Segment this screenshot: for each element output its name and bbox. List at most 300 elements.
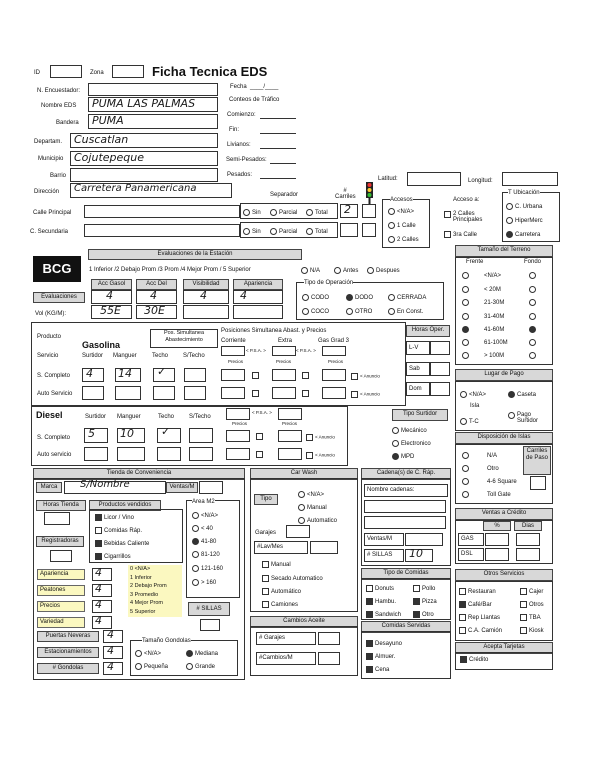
gas-techo-label: Techo [152, 353, 169, 359]
carriles-principal-value: 2 [344, 203, 351, 216]
serv-cajer[interactable]: Cajer [520, 588, 543, 595]
calle-principal-field[interactable] [84, 205, 240, 218]
prod-licor[interactable]: Licor / Vino [95, 514, 134, 521]
cambios-mes-field[interactable] [318, 652, 340, 665]
op-en-const[interactable]: En Const. [388, 308, 423, 315]
pos-sim-precios-label: Posiciones Simultanea Abast. y Precios [221, 328, 327, 334]
gas-techo-check: ✓ [157, 365, 167, 378]
terreno-na[interactable]: <N/A> [462, 272, 501, 279]
precios-label: Precios [37, 601, 85, 612]
credito-pct-label: % [483, 521, 511, 531]
dsl-pos-1[interactable] [226, 408, 250, 420]
tam-mediana[interactable]: Mediana [186, 650, 218, 657]
serv-restauran[interactable]: Restauran [459, 588, 496, 595]
gas-as-manguer[interactable] [115, 386, 141, 400]
tarjetas-header: Acepta Tarjetas [455, 642, 553, 654]
frente-label: Frente [466, 259, 484, 265]
nombre-label: Nombre EDS [41, 103, 77, 109]
credito-dsl-dias[interactable] [516, 548, 540, 561]
apariencia-value: 4 [95, 566, 102, 579]
tam-gondolas-panel [130, 640, 238, 676]
carwash-garajes-field[interactable] [286, 525, 310, 538]
carriles-secundaria-field[interactable] [340, 223, 358, 237]
barrio-label: Barrio [50, 173, 67, 179]
horas-dom-label: Dom [406, 382, 430, 396]
horas-tienda-label: Horas Tienda [36, 500, 86, 511]
gas-as-chk-1[interactable] [252, 390, 259, 397]
surtidor-mpd[interactable]: MPD [392, 453, 414, 460]
fondo-20[interactable] [529, 286, 536, 293]
area-121-160[interactable]: 121-160 [192, 565, 223, 572]
vol-dsl-value: 30E [144, 304, 165, 317]
serv-ca-camion[interactable]: C.A. Camión [459, 627, 502, 634]
semipesados-label: Semi-Pesados: [226, 157, 267, 163]
tam-pequena[interactable]: Pequeña [135, 663, 168, 670]
cadena-ventas-field[interactable] [405, 533, 443, 546]
serv-cafe[interactable]: Café/Bar [459, 601, 492, 608]
terreno-41-60[interactable]: 41-60M [462, 326, 504, 333]
gas-sc-chk-3[interactable]: < Anuncio [351, 373, 380, 380]
comidas-servidas-header: Comidas Servidas [361, 621, 451, 633]
livianos-label: Livianos: [227, 142, 251, 148]
cambios-garajes-field[interactable] [318, 632, 340, 645]
eval-apariencia-value: 4 [240, 289, 247, 302]
fecha-field[interactable]: ____/____ [250, 84, 279, 90]
dsl-sc-surtidor-value: 5 [88, 427, 95, 440]
carriles-label: # Carriles [335, 188, 356, 200]
gas-as-techo[interactable] [153, 386, 175, 400]
credito-dias-label: Dias [514, 521, 542, 531]
encuestador-field[interactable] [88, 83, 218, 96]
dsl-as-manguer[interactable] [117, 447, 145, 461]
fin-field[interactable] [260, 133, 296, 134]
gas-as-extra[interactable] [272, 387, 296, 399]
precios-value: 4 [95, 598, 102, 611]
ubicacion-carretera[interactable]: Carretera [506, 231, 540, 238]
gas-autoservicio-label: Auto Servicio [37, 391, 73, 397]
terreno-31-40[interactable]: 31-40M [462, 313, 504, 320]
credito-gas-pct[interactable] [485, 533, 509, 546]
producto-label: Producto [37, 334, 62, 340]
estacionamientos-value: 4 [107, 644, 114, 657]
cw-manual[interactable]: Manual [262, 561, 291, 568]
servicios-header: Otros Servicios [455, 569, 553, 581]
dsl-pos-2[interactable] [278, 408, 302, 420]
cambios-mes-label: #Cambios/M [256, 652, 316, 665]
prod-cigarrillos[interactable]: Cigarrillos [95, 553, 131, 560]
gas-sc-gasgrad3[interactable] [322, 369, 346, 381]
longitud-label: Longitud: [468, 178, 493, 184]
eval-despues[interactable]: Despues [367, 267, 400, 274]
gas-manguer-label: Manguer [113, 353, 137, 359]
gas-stecho-label: S/Techo [183, 353, 205, 359]
tipo-operacion-label: Tipo de Operación [304, 280, 354, 286]
comienzo-field[interactable] [260, 118, 296, 119]
comida-otro[interactable]: Otro [413, 611, 434, 618]
pos-extra-1[interactable] [272, 346, 296, 356]
registradoras-field[interactable] [50, 550, 72, 562]
tienda-header: Tienda de Conveniencia [33, 468, 245, 480]
dsl-as-stecho[interactable] [189, 447, 213, 461]
tam-gondolas-label: Tamaño Gondolas [142, 638, 191, 644]
peatones-value: 4 [95, 582, 102, 595]
escala-legend: 0 <N/A> 1 Inferior 2 Debajo Prom 3 Promedio 4 Mejor Prom 5 Superior [128, 565, 182, 617]
dsl-as-pos-1[interactable] [226, 448, 250, 460]
livianos-field[interactable] [260, 148, 296, 149]
departam-value: Cuscatlan [74, 133, 129, 146]
area-na[interactable]: <N/A> [192, 512, 218, 519]
eval-acc-gasol-value: 4 [106, 289, 113, 302]
dsl-as-techo[interactable] [157, 447, 181, 461]
bandera-value: PUMA [92, 114, 124, 127]
direccion-label: Dirección [34, 189, 60, 195]
pos-corriente-1[interactable] [221, 346, 245, 356]
dsl-as-pos-2[interactable] [278, 448, 302, 460]
gas-sc-corriente[interactable] [221, 369, 245, 381]
pos-gasgrad3-1[interactable] [322, 346, 346, 356]
op-otro[interactable]: OTRO [346, 308, 372, 315]
registradoras-label: Registradoras [36, 536, 84, 547]
horas-sab-field[interactable] [430, 362, 450, 376]
bandera-label: Bandera [56, 120, 79, 126]
psa-1: < P.S.A. > [246, 348, 266, 353]
pago-caseta[interactable]: Caseta [508, 391, 536, 398]
credito-dsl-pct[interactable] [485, 548, 509, 561]
islas-header: Disposición de Islas [455, 432, 553, 444]
cw-automatico[interactable]: Automático [262, 588, 301, 595]
horas-dom-field[interactable] [430, 382, 450, 396]
eval-acc-del-value: 4 [150, 289, 157, 302]
latitud-label: Latitud: [378, 176, 398, 182]
horas-sab-label: Sab [406, 362, 430, 376]
carwash-garajes-label: Garajes [255, 530, 277, 536]
encuestador-label: N. Encuestador: [37, 88, 81, 94]
id-label: ID [34, 70, 40, 76]
departam-label: Departam. [34, 139, 63, 145]
gas-sc-chk-2[interactable] [302, 372, 309, 379]
fondo-100[interactable] [529, 352, 536, 359]
comida-pollo[interactable]: Pollo [413, 585, 435, 592]
islas-otro[interactable]: Otro [462, 465, 499, 472]
gas-sc-chk-1[interactable] [252, 372, 259, 379]
acceso-3ra-calle[interactable]: 3ra Calle [444, 231, 477, 238]
gas-surtidor-label: Surtidor [82, 353, 104, 359]
bcg-logo: BCG [33, 256, 81, 282]
cambios-header: Cambios Aceite [250, 616, 358, 628]
gondolas-label: # Gondolas [37, 663, 99, 674]
sin-principal[interactable]: Sin [243, 209, 261, 216]
cadena-sillas-label: # SILLAS [364, 549, 404, 562]
carriles-principal-extra[interactable] [362, 204, 376, 218]
separador-label: Separador [270, 192, 299, 198]
cadena-nombre-label: Nombre cadenas: [364, 484, 448, 497]
dsl-techo-check: ✓ [161, 425, 171, 438]
dsl-precios-2: Precios [282, 421, 298, 426]
credito-header: Ventas a Crédito [455, 508, 553, 520]
prod-bebidas[interactable]: Bebidas Caliente [95, 540, 149, 547]
dsl-sc-pos-2[interactable] [278, 430, 302, 442]
tienda-sillas-label: # SILLAS [188, 602, 230, 616]
cadena-sillas-value: 10 [409, 547, 423, 560]
total-secundaria[interactable]: Total [306, 228, 328, 235]
area-40[interactable]: < 40 [192, 525, 213, 532]
terreno-21-30[interactable]: 21-30M [462, 299, 504, 306]
ubicacion-urbana[interactable]: C. Urbana [506, 203, 542, 210]
parcial-principal[interactable]: Parcial [270, 209, 297, 216]
gas-as-chk-3[interactable]: < Anuncio [351, 391, 380, 398]
gas-scompleto-manguer-value: 14 [118, 367, 132, 380]
islas-toll[interactable]: Toll Gate [462, 491, 511, 498]
fondo-61-100[interactable] [529, 339, 536, 346]
carwash-na[interactable]: <N/A> [298, 491, 324, 498]
carwash-header: Car Wash [250, 468, 358, 480]
parcial-secundaria[interactable]: Parcial [270, 228, 297, 235]
estacionamientos-label: Estacionamientos [37, 647, 99, 658]
surtidor-mecanico[interactable]: Mecánico [392, 427, 427, 434]
credito-dsl-label: DSL [458, 548, 484, 561]
puertas-neveras-value: 4 [107, 628, 114, 641]
tam-na[interactable]: <N/A> [135, 650, 161, 657]
ventas-m-field[interactable] [199, 481, 223, 494]
eval-na[interactable]: N/A [301, 267, 320, 274]
eval-visibilidad-value: 4 [200, 289, 207, 302]
variedad-label: Variedad [37, 617, 85, 628]
serv-rep-llantas[interactable]: Rep Llantas [459, 614, 500, 621]
servida-cena[interactable]: Cena [366, 666, 389, 673]
dsl-techo-label: Techo [158, 414, 175, 420]
cadena-header: Cadena(s) de C. Ráp. [361, 468, 451, 480]
pago-isla[interactable]: Isla [470, 403, 480, 409]
serv-kiosk[interactable]: Kiosk [520, 627, 544, 634]
carwash-automatico[interactable]: Automatico [298, 517, 337, 524]
direccion-value: Carretera Panamericana [74, 183, 197, 194]
comida-pizza[interactable]: Pizza [413, 598, 437, 605]
ubicacion-label: T Ubicación [508, 190, 540, 196]
apariencia-label: Apariencia [37, 569, 85, 580]
carriles-secundaria-extra[interactable] [362, 223, 376, 237]
dsl-psa: < P.S.A. > [252, 410, 272, 415]
evaluaciones-header: Evaluaciones de la Estación [88, 249, 302, 260]
op-codo[interactable]: CODO [302, 294, 329, 301]
comida-sandwich[interactable]: Sandwich [366, 611, 401, 618]
terreno-100[interactable]: > 100M [462, 352, 504, 359]
municipio-value: Cojutepeque [74, 151, 144, 164]
fin-label: Fin: [229, 127, 240, 133]
municipio-label: Municipio [38, 156, 64, 162]
evaluaciones-scale: 1 Inferior /2 Debajo Prom /3 Prom /4 Mejor Prom / 5 Superior [89, 267, 251, 273]
surtidor-electronico[interactable]: Electronico [392, 440, 431, 447]
eval-antes[interactable]: Antes [334, 267, 358, 274]
tipo-surtidor-header: Tipo Surtidor [392, 409, 448, 421]
conteos-label: Conteos de Tráfico [229, 97, 280, 103]
col-visibilidad: Visibilidad [183, 279, 229, 290]
barrio-field[interactable] [70, 168, 218, 182]
dsl-stecho-label: S/Techo [189, 414, 211, 420]
accesos-label: Accesos [390, 197, 413, 203]
cambios-garajes-label: # Garajes [256, 632, 316, 645]
total-principal[interactable]: Total [306, 209, 328, 216]
cw-secado[interactable]: Secado Automatico [262, 575, 323, 582]
precios-1: Precios [228, 359, 244, 364]
comida-donuts[interactable]: Donuts [366, 585, 394, 592]
prod-comidas[interactable]: Comidas Ráp. [95, 527, 142, 534]
puertas-neveras-label: Puertas Neveras [37, 631, 99, 642]
gas-sc-extra[interactable] [272, 369, 296, 381]
dsl-sc-chk-2[interactable]: < Anuncio [306, 434, 335, 441]
horas-lv-field[interactable] [430, 341, 450, 355]
variedad-value: 4 [95, 614, 102, 627]
gas-scompleto-label: S. Completo [37, 373, 71, 379]
accesos-2calles[interactable]: 2 Calles [388, 236, 419, 243]
cadena-ventas-label: Ventas/M [364, 533, 404, 546]
zona-field[interactable] [112, 65, 144, 78]
accesos-na[interactable]: <N/A> [388, 208, 414, 215]
gas-as-gasgrad3[interactable] [322, 387, 346, 399]
precios-2: Precios [276, 359, 292, 364]
servida-desayuno[interactable]: Desayuno [366, 640, 402, 647]
carwash-manual[interactable]: Manual [298, 504, 327, 511]
dsl-manguer-label: Manguer [117, 414, 141, 420]
fondo-label: Fondo [524, 259, 542, 265]
gas-as-surtidor[interactable] [82, 386, 104, 400]
dsl-sc-chk-1[interactable] [256, 433, 263, 440]
sin-secundaria[interactable]: Sin [243, 228, 261, 235]
dsl-sc-pos-1[interactable] [226, 430, 250, 442]
marca-value: S/Nombre [80, 479, 130, 490]
dsl-as-chk-2[interactable]: < Anuncio [306, 452, 335, 459]
horas-oper-header: Horas Oper. [406, 325, 450, 337]
servida-almuer[interactable]: Almuer. [366, 653, 395, 660]
nombre-value: PUMA LAS PALMAS [92, 97, 196, 110]
gasolina-title: Gasolina [82, 340, 121, 350]
area-41-80[interactable]: 41-80 [192, 538, 216, 545]
credito-gas-label: GAS [458, 533, 484, 546]
pesados-label: Pesados: [227, 172, 253, 178]
horas-lv-label: L-V [406, 341, 430, 355]
ubicacion-hipermerc[interactable]: HiperMerc [506, 217, 543, 224]
pesados-field[interactable] [260, 178, 296, 179]
latitud-field[interactable] [407, 172, 461, 186]
acceso-2calles-principales[interactable]: 2 Calles Principales [444, 211, 483, 223]
gasgrad3-label: Gas Grad 3 [318, 338, 350, 344]
fondo-21-30[interactable] [529, 299, 536, 306]
calle-principal-label: Calle Principal [33, 210, 72, 216]
carwash-tipo-label: Tipo [254, 494, 278, 505]
terreno-61-100[interactable]: 61-100M [462, 339, 508, 346]
area-81-120[interactable]: 81-120 [192, 551, 220, 558]
pago-tc[interactable]: T-C [460, 418, 479, 425]
acceso-a-label: Acceso a: [453, 197, 480, 203]
credito-gas-dias[interactable] [516, 533, 540, 546]
dsl-as-chk-1[interactable] [256, 451, 263, 458]
gas-as-stecho[interactable] [184, 386, 206, 400]
terreno-20[interactable]: < 20M [462, 286, 501, 293]
horas-tienda-field[interactable] [44, 512, 70, 525]
precios-3: Precios [328, 359, 344, 364]
fondo-na[interactable] [529, 272, 536, 279]
area-160[interactable]: > 160 [192, 579, 216, 586]
form-title: Ficha Tecnica EDS [152, 64, 268, 79]
tipo-comidas-header: Tipo de Comidas [361, 568, 451, 580]
fondo-31-40[interactable] [529, 313, 536, 320]
tarjetas-credito[interactable]: Crédito [460, 656, 488, 663]
servicio-label: Servicio [37, 353, 59, 359]
serv-otros[interactable]: Otros [520, 601, 544, 608]
corriente-label: Corriente [221, 338, 246, 344]
vol-extra2-field[interactable] [233, 305, 283, 319]
gas-as-corriente[interactable] [221, 387, 245, 399]
comida-hambu[interactable]: Hambu. [366, 598, 396, 605]
longitud-field[interactable] [502, 172, 558, 186]
vol-extra-field[interactable] [183, 305, 229, 319]
cadena-nombre-field-1[interactable] [364, 500, 446, 513]
col-apariencia: Apariencia [233, 279, 283, 290]
carriles-paso-label: Carriles de Paso [523, 446, 551, 475]
ventas-m-label: Ventas/M [166, 482, 198, 493]
lav-mes-label: #Lav/Mes [254, 541, 308, 554]
productos-label: Productos vendidos [89, 500, 161, 511]
diesel-title: Diesel [36, 410, 63, 420]
dsl-sc-manguer-value: 10 [120, 427, 134, 440]
gas-as-chk-2[interactable] [302, 390, 309, 397]
op-cerrada[interactable]: CERRADA [388, 294, 426, 301]
dsl-as-surtidor[interactable] [84, 447, 108, 461]
col-acc-del: Acc Del [136, 279, 177, 290]
pago-surtidor[interactable]: Pago Surtidor [508, 412, 545, 424]
serv-tba[interactable]: TBA [520, 614, 541, 621]
fondo-41-60[interactable] [529, 326, 536, 333]
pago-na[interactable]: <N/A> [460, 391, 486, 398]
tienda-sillas-field[interactable] [200, 619, 220, 631]
dsl-scompleto-label: S. Completo [37, 435, 71, 441]
op-coco[interactable]: COCO [302, 308, 329, 315]
area-label: Area M2 [192, 499, 215, 505]
carriles-paso-field[interactable] [530, 476, 546, 490]
islas-na[interactable]: N/A [462, 452, 497, 459]
extra-label: Extra [278, 338, 293, 344]
terreno-header: Tamaño del Terreno [455, 245, 553, 257]
cadena-nombre-field-2[interactable] [364, 516, 446, 529]
comienzo-label: Comienzo: [227, 112, 256, 118]
gas-scompleto-surtidor-value: 4 [86, 367, 93, 380]
cw-camiones[interactable]: Camiones [262, 601, 298, 608]
gas-scompleto-stecho[interactable] [184, 368, 206, 382]
marca-label: Marca [36, 482, 62, 493]
evaluaciones-row-label: Evaluaciones [33, 292, 85, 303]
dsl-surtidor-label: Surtidor [85, 414, 107, 420]
zona-label: Zona [90, 70, 104, 76]
pago-header: Lugar de Pago [455, 369, 553, 381]
dsl-autoservicio-label: Auto servicio [37, 452, 72, 458]
dsl-precios-1: Precios [232, 421, 248, 426]
dsl-sc-stecho[interactable] [189, 428, 213, 443]
peatones-label: Peatones [37, 585, 85, 596]
accesos-1calle[interactable]: 1 Calle [388, 222, 416, 229]
psa-2: < P.S.A. > [296, 348, 316, 353]
traffic-light-icon [362, 182, 376, 204]
gondolas-value: 4 [107, 660, 114, 673]
fecha-label: Fecha [230, 84, 247, 90]
lav-mes-field[interactable] [310, 541, 338, 554]
calle-secundaria-field[interactable] [84, 224, 240, 237]
islas-4-6[interactable]: 4-6 Square [462, 478, 517, 485]
id-field[interactable] [50, 65, 82, 78]
op-dodo[interactable]: DODO [346, 294, 373, 301]
tam-grande[interactable]: Grande [186, 663, 215, 670]
col-acc-gasol: Acc Gasol [91, 279, 132, 290]
calle-secundaria-label: C. Secundaria [30, 229, 69, 235]
semipesados-field[interactable] [270, 163, 296, 164]
